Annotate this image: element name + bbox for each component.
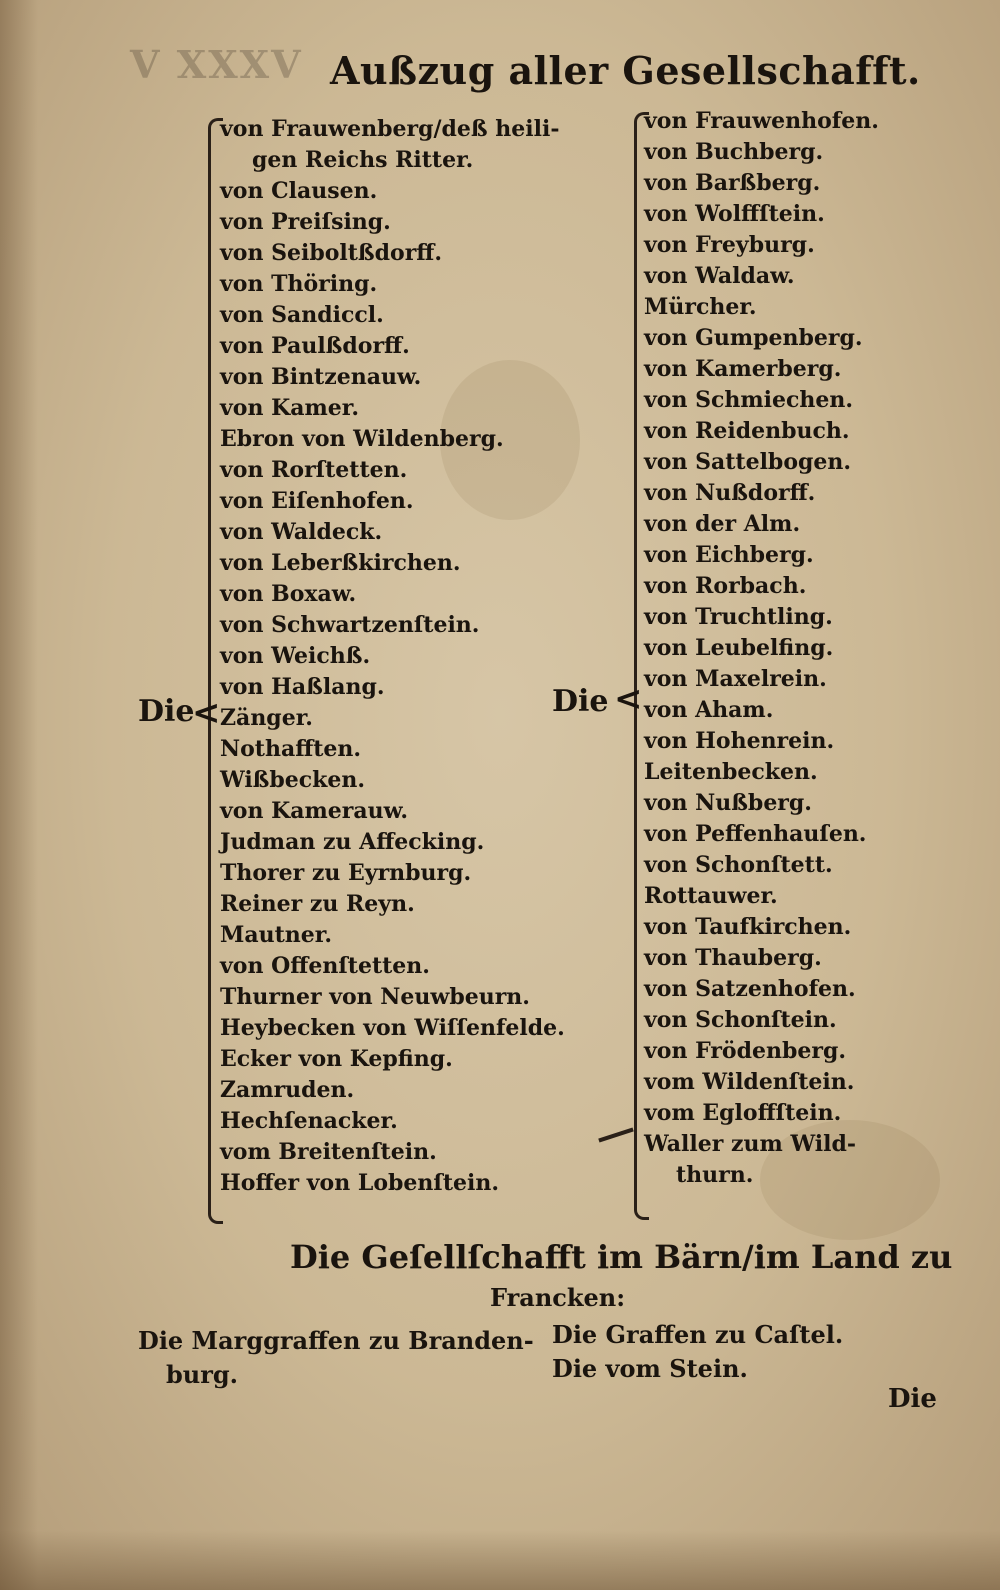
section-heading-continuation: Francken: xyxy=(490,1283,626,1312)
list-item: von Nußberg. xyxy=(644,790,812,816)
running-title: Außzug aller Gesellschafft. xyxy=(330,48,921,93)
list-item: von Kamer. xyxy=(220,395,359,421)
right-group-label: Die xyxy=(552,684,609,719)
list-item: von Waldaw. xyxy=(644,263,795,289)
section-entry: burg. xyxy=(166,1360,239,1389)
list-item: Rottauwer. xyxy=(644,883,778,909)
list-item: von Freyburg. xyxy=(644,232,815,258)
list-item: von Truchtling. xyxy=(644,604,833,630)
list-item: von Reidenbuch. xyxy=(644,418,850,444)
list-item: von Waldeck. xyxy=(220,519,383,545)
list-item: vom Egloffſtein. xyxy=(644,1100,842,1126)
section-entry: Die Graffen zu Caſtel. xyxy=(552,1320,844,1349)
catchword: Die xyxy=(888,1384,937,1414)
list-item: von Wolffſtein. xyxy=(644,201,825,227)
list-item: von Haßlang. xyxy=(220,674,385,700)
list-item: Wißbecken. xyxy=(220,767,366,793)
list-item: von Nußdorff. xyxy=(644,480,816,506)
list-item: Hechſenacker. xyxy=(220,1108,398,1134)
list-item: von Seiboltßdorff. xyxy=(220,240,443,266)
list-item: von Aham. xyxy=(644,697,774,723)
list-item: von Eiſenhofen. xyxy=(220,488,414,514)
list-item: Mautner. xyxy=(220,922,332,948)
list-item: vom Breitenſtein. xyxy=(220,1139,437,1165)
list-item: von Rorſtetten. xyxy=(220,457,408,483)
list-item: von Peffenhauſen. xyxy=(644,821,867,847)
list-item: Zamruden. xyxy=(220,1077,355,1103)
list-item: von Paulßdorff. xyxy=(220,333,410,359)
list-item: von Frauwenberg/deß heili- xyxy=(220,116,560,142)
section-heading: Die Geſellſchafft im Bärn/im Land zu xyxy=(290,1238,953,1276)
list-item: von Hohenrein. xyxy=(644,728,835,754)
list-item: von Sattelbogen. xyxy=(644,449,852,475)
list-item: von Schonſtein. xyxy=(644,1007,837,1033)
list-item: von Thöring. xyxy=(220,271,378,297)
left-group-label: Die xyxy=(138,694,195,729)
list-item: von Weichß. xyxy=(220,643,371,669)
list-item: vom Wildenſtein. xyxy=(644,1069,855,1095)
list-item: Zänger. xyxy=(220,705,313,731)
list-item: von Bintzenauw. xyxy=(220,364,422,390)
pointer-mark xyxy=(598,1128,633,1143)
list-item: von Frauwenhofen. xyxy=(644,108,879,134)
list-item: Thorer zu Eyrnburg. xyxy=(220,860,472,886)
page-edge-shadow-left xyxy=(0,0,38,1590)
list-item: von Sandiccl. xyxy=(220,302,384,328)
left-name-list xyxy=(220,114,565,1199)
list-item: Ecker von Kepfing. xyxy=(220,1046,453,1072)
list-item: Heybecken von Wiſſenfelde. xyxy=(220,1015,565,1041)
list-item: von Frödenberg. xyxy=(644,1038,846,1064)
right-brace-point: < xyxy=(614,679,643,719)
right-name-list xyxy=(644,106,879,1191)
list-item: gen Reichs Ritter. xyxy=(252,147,474,173)
list-item: Thurner von Neuwbeurn. xyxy=(220,984,530,1010)
list-item: Leitenbecken. xyxy=(644,759,818,785)
list-item: von Schmiechen. xyxy=(644,387,854,413)
list-item: von Kamerberg. xyxy=(644,356,842,382)
section-entry: Die Marggraffen zu Branden- xyxy=(138,1326,534,1355)
list-item: von Eichberg. xyxy=(644,542,814,568)
list-item: von Satzenhofen. xyxy=(644,976,856,1002)
list-item: von Leberßkirchen. xyxy=(220,550,461,576)
list-item: Hoffer von Lobenſtein. xyxy=(220,1170,500,1196)
list-item: von Clausen. xyxy=(220,178,378,204)
list-item: Nothafften. xyxy=(220,736,362,762)
list-item: von Buchberg. xyxy=(644,139,824,165)
list-item: Judman zu Affecking. xyxy=(220,829,485,855)
list-item: von Leubelfing. xyxy=(644,635,834,661)
bleed-through-signature: V XXXV xyxy=(130,42,303,87)
list-item: thurn. xyxy=(676,1162,754,1188)
list-item: Ebron von Wildenberg. xyxy=(220,426,504,452)
page-edge-shadow-bottom xyxy=(0,1530,1000,1590)
list-item: Reiner zu Reyn. xyxy=(220,891,415,917)
list-item: von Offenſtetten. xyxy=(220,953,430,979)
list-item: von Schonſtett. xyxy=(644,852,833,878)
left-brace-point: < xyxy=(192,693,221,733)
list-item: Mürcher. xyxy=(644,294,757,320)
list-item: von der Alm. xyxy=(644,511,801,537)
list-item: von Preiſsing. xyxy=(220,209,391,235)
list-item: von Maxelrein. xyxy=(644,666,827,692)
list-item: von Barßberg. xyxy=(644,170,821,196)
list-item: von Kamerauw. xyxy=(220,798,408,824)
list-item: von Gumpenberg. xyxy=(644,325,863,351)
list-item: von Boxaw. xyxy=(220,581,357,607)
list-item: Waller zum Wild- xyxy=(644,1131,856,1157)
list-item: von Schwartzenſtein. xyxy=(220,612,480,638)
list-item: von Taufkirchen. xyxy=(644,914,852,940)
section-entry: Die vom Stein. xyxy=(552,1354,748,1383)
list-item: von Rorbach. xyxy=(644,573,807,599)
list-item: von Thauberg. xyxy=(644,945,822,971)
